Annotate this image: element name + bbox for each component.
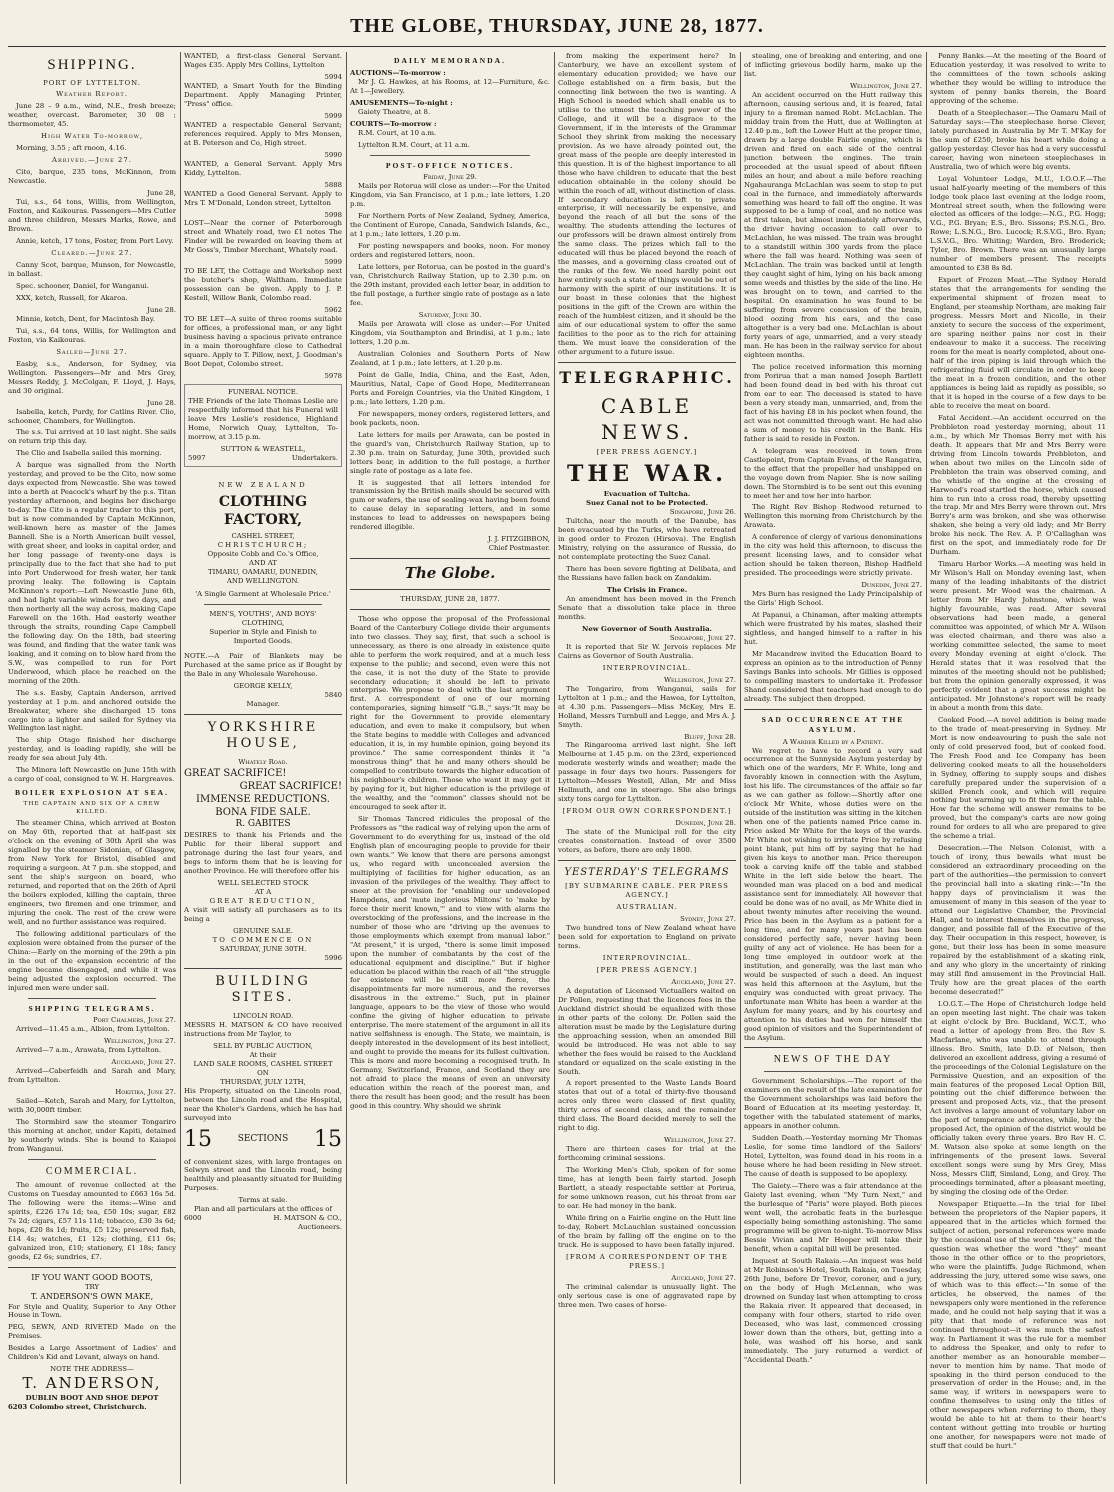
ad-number: 6203 xyxy=(8,1402,28,1411)
postmaster-name: J. J. FITZGIBBON, xyxy=(487,535,550,544)
post-text: Mails per Rotorua will close as under:—For the United Kingdom, via San Francisco, at 1 p.m.; late letters, 1.20 p.m. xyxy=(350,182,550,209)
ad-number: 5998 xyxy=(324,210,342,219)
column-divider xyxy=(554,52,555,1484)
date-line: Bluff, June 28. xyxy=(684,732,736,741)
asylum-text: We regret to have to record a very sad occurrence at the Sunnyside Asylum yesterday by which one of the warders, Mr F. White, long and favorably known in connection with the Asylum, lost his life. The circumstances of the affair so far as we can gather as follow:—Shortly after one o'clock Mr White, whose duties were on the outside of the institution was sitting in the kitchen when one of the patients named Price came in. Price asked Mr White for the keys of the wards. Mr White not wishing to irritate Price by refusing point blank, put him off by saying that he had given his keys to another man. Price thereupon took a carving knife off the table and stabbed White in the left side below the heart. The wounded man was placed on a bed and medical assistance sent for immediately. All however that could be done was of no avail, as Mr White died in about twenty minutes after receiving the wound. Price has been in the Asylum as a patient for a long time, and for many years past has been considered perfectly safe, never having been guilty of any act of violence. He has been for a long time employed in outdoor work at the institution, and generally, was the last man who would be suspected of such a deed. An inquest was held this afternoon at the Asylum, but the enquiry was conducted with great privacy. The unfortunate man White has been a warder at the Asylum for many years, and by his courtesy and attention to his duties had won for himself the good opinion of visitors and the Superintendent of the Asylum. xyxy=(744,746,922,1042)
kelly-name: GEORGE KELLY, xyxy=(233,681,293,690)
sacrifice-line: GREAT SACRIFICE! xyxy=(184,768,287,780)
accident-text: An accident occurred on the Hutt railway this afternoon, causing serious and, it is feared, fatal injury to a fireman named Robt. McLachlan. The midday train from the Hutt, due at Wellington at 12.40 p.m., left the Lower Hutt at the proper time, drawn by a large double Fairlie engine, which is driven and fired on each side of the central junction between the engines. The train proceeded at the usual speed of about fifteen miles an hour, and about a mile before reaching Ngahauranga McLachlan was seem to stop to put coal in the furnace, and immediately afterwards something was heard to fall off the engine. It was supposed to be a lump of coal, and no notice was at first taken, but almost immediately afterwards, the driver having occasion to call over to McLachlan, he was missed. The train was brought to a standstill within 300 yards from the place where the fall was heard. Nothing was seen of McLachlan. The train was backed until at length they caught sight of him, lying on his back among some weeds and thistles by the side of the line. He was brought on to town, and carried to the hospital. On examination he was found to be suffering from severe concussion of the brain, blood oozing from his ears, and the case altogether is a very bad one. McLachlan is about forty years of age, unmarried, and a very steady man. He has been in the railway service for about eighteen months. xyxy=(744,90,922,359)
divider xyxy=(350,589,550,590)
war-subheading: Evacuation of Tultcha. xyxy=(603,490,691,499)
news-item: The Gaiety.—There was a fair attendance at the Gaiety last evening, when "My Turn Next," and the burlesque of "Paris" were played. Both pieces went well, the acrobatic feats in the burlesque especially being something astonishing. The same programme will be given to-night. To-morrow Miss Bessie Vivian and Mr Hooper will take their benefit, when a capital bill will be presented. xyxy=(744,1182,922,1253)
telegram-item: Arrived—7 a.m., Arawata, from Lyttelton. xyxy=(16,1046,162,1055)
column-news xyxy=(744,52,922,1484)
interprovincial-text: There are thirteen cases for trial at the forthcoming criminal sessions. xyxy=(558,1145,736,1163)
auctioneers-line: Auctioneers. xyxy=(297,1223,342,1232)
dunedin-text: Mr Macandrew invited the Education Board to express an opinion as to the introduction of Penny Savings Banks into schools. Mr Gillies is opposed to compelling masters to undertake it. Professor Shand considered that teachers had enough to do already. The subject then dropped. xyxy=(744,650,922,703)
continued-text: stealing, one of breaking and entering, and one of inflicting grievous bodily harm, make up the list. xyxy=(744,52,922,78)
telegram-item: Sailed—Ketch, Sarah and Mary, for Lyttelton, with 30,000ft timber. xyxy=(8,1097,176,1115)
conference-text: A conference of clergy of various denominations in the city was held this afternoon, to discuss the present licensing laws, and to consider what action should be taken thereon, Bishop Hadfield presided. The proceedings were strictly private. xyxy=(744,533,922,578)
divider xyxy=(558,362,736,363)
interprovincial-heading: INTERPROVINCIAL. xyxy=(602,953,692,962)
masthead: THE GLOBE, THURSDAY, JUNE 28, 1877. xyxy=(350,15,764,37)
sacrifice-line: GREAT SACRIFICE! xyxy=(239,781,342,793)
redwood-text: The Right Rev Bishop Redwood returned to Wellington this morning from Christchurch by the Arawata. xyxy=(744,503,922,530)
governor-heading: New Governor of South Australia. xyxy=(582,624,712,633)
asylum-subheading: A Warder Killed by a Patient. xyxy=(782,737,884,746)
matson-name: H. MATSON & CO., xyxy=(273,1214,342,1223)
divider xyxy=(764,1071,902,1072)
boots-text: For Style and Quality, Superior to Any Other House in Town. xyxy=(8,1302,176,1320)
telegram-item: The Stormbird saw the steamer Tongariro this morning at anchor, under Kapiti, detained by southerly winds. She is bound to Kaiapoi from Wanganui. xyxy=(8,1118,176,1154)
undertaker-role: Undertakers. xyxy=(291,453,338,462)
news-heading: NEWS OF THE DAY xyxy=(773,1054,893,1066)
sailed-heading: Sailed—June 27. xyxy=(56,347,128,356)
cleared-item: Tui, s.s., 64 tons, Willis, for Wellington and Foxton, via Kaikouras. xyxy=(8,326,176,344)
shipping-heading: SHIPPING. xyxy=(47,57,137,73)
depot-address-line xyxy=(8,1403,176,1412)
ad-number: 5999 xyxy=(324,111,342,120)
reduction-line: GREAT REDUCTION, xyxy=(209,896,317,905)
post-text: For Northern Ports of New Zealand, Sydney, America, the Continent of Europe, Canada, Sandwich Islands, &c., at 1 p.m.; late letters, 1.20 p.m. xyxy=(350,212,550,239)
news-item: Desecration.—The Nelson Colonist, with a touch of irony, thus bewails what must be considered an extraordinary proceeding on the part of the authorities—the permission to convert the provincial hall into a skating rink:—"In the happy days of provincialism it was the amusement of many in this season of the year to attend our Legislative Chamber, the Provincial Hall, and to interest themselves in the progress, danger, and possible fall of the Executive of the day. Their occupation in this respect, however, is gone, but their loss has been in some measure repaired by the establishment of a skating rink, and any who glory in the uncertainty of rinking may still find amusement in the Provincial Hall. Truly how are the great places of the earth become desecrated!" xyxy=(930,844,1106,996)
genuine-line: GENUINE SALE. xyxy=(233,926,293,935)
clothing-opposite: Opposite Cobb and Co.'s Office, xyxy=(207,549,319,558)
news-item: Penny Banks.—At the meeting of the Board of Education yesterday, it was resolved to write to the committees of the town schools asking whether they would be willing to introduce the system of penny banks therein, the Board approving of the scheme. xyxy=(930,52,1106,105)
date-line: June 28. xyxy=(147,305,176,314)
classified-ad: TO BE LET, the Cottage and Workshop next the butcher's shop, Waltham. Immediate possession can be given. Apply to J. P. Kestell, Willow Bank, Colombo road. xyxy=(184,267,342,303)
date-line: Auckland, June 27. xyxy=(671,977,736,986)
post-text: For posting newspapers and books, noon. For money orders and registered letters, noon. xyxy=(350,242,550,260)
divider xyxy=(28,998,156,999)
matson-sign-line xyxy=(184,1214,342,1223)
superior-line: Superior in Style and Finish to xyxy=(209,627,317,636)
shipping-note: The s.s. Easby, Captain Anderson, arrived yesterday at 1 p.m. and anchored outside the Breakwater, where she discharged 15 tons cargo into a lighter and sailed for Sydney via Wellington last night. xyxy=(8,688,176,733)
news-item: Inquest at South Rakaia.—An inquest was held at Mr Robinson's Hotel, South Rakaia, on Tuesday, 26th June, before Dr Trevor, coroner, and a jury, on the body of Hugh McLennan, who was drowned on Sunday last when attempting to cross the Rakaia river. It appeared that deceased, in company with four others, started to ride over. Deceased, who was last, commenced crossing lower down than the others, but, getting into a hole, was washed off his horse, and sank immediately. The jury returned a verdict of "Accidental Death." xyxy=(744,1256,922,1364)
gabites-text: DESIRES to thank his Friends and the Public for their liberal support and patronage during the last four years, and begs to inform them that he is leaving for another Province. He will therefore offer his xyxy=(184,830,342,875)
interprovincial-text: A report presented to the Waste Lands Board states that out of a total of thirty-five thousand acres only three were classed of first quality, thirty acres of second class, and the remainder third class. The Board decided merely to sell the right to dig. xyxy=(558,1079,736,1133)
date-line: Port Chalmers, June 27. xyxy=(93,1016,176,1025)
classified-ad: WANTED a Good General Servant. Apply to Mrs T. M'Donald, London street, Lyttelton xyxy=(184,189,342,207)
nz-heading: NEW ZEALAND xyxy=(218,480,308,489)
column-telegraphic xyxy=(558,52,736,1484)
anderson-name: T. ANDERSON, xyxy=(22,1374,162,1393)
divider xyxy=(350,558,550,559)
stock-line: WELL SELECTED STOCK xyxy=(217,878,309,887)
post-date: Saturday, June 30. xyxy=(418,311,482,320)
clothing-factory-heading: CLOTHING FACTORY, xyxy=(218,493,308,528)
divider xyxy=(558,860,736,861)
saturday-line: SATURDAY, JUNE 30TH. xyxy=(219,944,307,953)
date-line: Wellington, June 27. xyxy=(663,1136,736,1145)
column-divider xyxy=(740,52,741,1484)
column-divider xyxy=(180,52,181,1484)
commercial-heading: COMMERCIAL. xyxy=(45,1166,139,1178)
war-text: There has been severe fighting at Delibata, and the Russians have fallen back on Zandakim. xyxy=(558,565,736,583)
arrived-item: Cito, barque, 235 tons, McKinnon, from Newcastle. xyxy=(8,168,176,186)
sections-text: of convenient sizes, with large frontages on Selwyn street and the Lincoln road, being healthily and pleasantly situated for Building Purposes. xyxy=(184,1157,342,1193)
cable-news-heading: CABLE NEWS. xyxy=(600,393,694,444)
undertaker-line xyxy=(188,454,338,463)
terms-line: Terms at sale. xyxy=(238,1196,288,1205)
australian-heading: AUSTRALIAN. xyxy=(616,903,678,912)
crisis-heading: The Crisis in France. xyxy=(606,585,688,594)
ad-number: 5990 xyxy=(324,150,342,159)
high-water-heading: High Water To-morrow, xyxy=(40,132,144,141)
gabites-name: R. GABITES xyxy=(235,819,291,830)
post-text: Point de Galle, India, China, and the East, Aden, Mauritius, Natal, Cape of Good Hope, Mediterranean Ports and Foreign Countries, via the United Kingdom, 1 p.m.; late letters, 1.20 p.m. xyxy=(350,370,550,406)
land-sale-line: LAND SALE ROOMS, CASHEL STREET xyxy=(193,1060,333,1069)
boiler-text: The steamer China, which arrived at Boston on May 6th, reported that at half-past six o'clock on the evening of 30th April she was signalled by the steamer Sidonian, of Glasgow, from New York for Bristol, disabled and requiring a surgeon. At 7 p.m. she stopped, and sent the ship's surgeon on board, who returned, and reported that on the 26th of April the boilers exploded, killing the captain, three engineers, two firemen and one trimmer, and injuring the cook. The rest of the crew were well, and no further assistance was required. xyxy=(8,819,176,926)
boots-heading: IF YOU WANT GOOD BOOTS, xyxy=(31,1272,153,1282)
cleared-item: Canny Scot, barque, Munson, for Newcastle, in ballast. xyxy=(8,260,176,278)
auctions-text: Mr J. G. Hawkes, at his Rooms, at 12—Furniture, &c. At 1—Jewellery. xyxy=(350,77,550,95)
ad-number: 5997 xyxy=(188,453,206,462)
column-shipping xyxy=(8,52,176,1484)
arrived-heading: Arrived.—June 27. xyxy=(52,156,132,165)
asylum-heading: SAD OCCURRENCE AT THE ASYLUM. xyxy=(761,714,905,734)
classified-ad: LOST—Near the corner of Peterborough street and Whately road, two £1 notes The Finder will be rewarded on leaving them at Mr Goss's, Timber Merchant, Whately road. xyxy=(184,219,342,255)
correspondent-line: [FROM OUR OWN CORRESPONDENT.] xyxy=(562,807,732,816)
clothing-towns: TIMARU, OAMARU, DUNEDIN, xyxy=(208,567,318,576)
interprovincial-heading: INTERPROVINCIAL. xyxy=(602,663,692,672)
boots-text: PEG, SEWN, AND RIVETED Made on the Premises. xyxy=(8,1323,176,1341)
sailed-item: Isabella, ketch, Purdy, for Catlins River. Clio, schooner, Chambers, for Wellington. xyxy=(8,407,176,425)
boots-text: Besides a Large Assortment of Ladies' and Children's Kid and Levant, always on hand. xyxy=(8,1344,176,1362)
yorkshire-road: Whately Road. xyxy=(238,758,288,767)
masthead-rule xyxy=(8,46,1106,47)
news-item: Cooked Food.—A novel addition is being made to the trade of meat-preserving in Sydney. Mr Mort is now endeavouring to push the sale not only of cold preserved food, but of cooked food. The Fresh Food and Ice Company has been delivering cooked meats to all the householders in Sydney, offering to supply soups and dishes carefully prepared under the supervision of a skilled French cook, and which will require nothing but warming up to fit them for the table. How far the scheme will answer remains to be proved, but the company's carts are now going round for orders to all who are prepared to give the scheme a trial. xyxy=(930,715,1106,841)
agency-line: [PER PRESS AGENCY.] xyxy=(596,447,698,456)
editorial-dateline: THURSDAY, JUNE 28, 1877. xyxy=(400,594,500,603)
news-item: Export of Frozen Meat.—The Sydney Herald states that the arrangements for sending the experimental shipment of frozen meat to England, per steamship Northam, are making fair progress. Messrs Mort and Nicolle, in their anxiety to secure the success of the experiment, are sparing neither pains nor cost in their endeavour to make it a success. The receiving room for the meat is nearly completed, about one-half of the iron piping is laid through which the refrigerating fluid will circulate in order to keep the meat in a frozen condition, and the other appliances is being laid as rapidly as possible, so that it is hoped in the course of a few days to be able to receive the meat on board. xyxy=(930,276,1106,410)
post-text: For newspapers, money orders, registered letters, and book packets, noon. xyxy=(350,409,550,427)
dunedin-text: At Papanui, a Chinaman, after making attempts which were frustrated by his mates, slashed their sightless, and hanged himself to a rafter in his hut. xyxy=(744,611,922,647)
news-item: Loyal Volunteer Lodge, M.U., I.O.O.F.—The usual half-yearly meeting of the members of this lodge took place last evening at the lodge room, Montreal street south, when the following were elected as officers of the lodge:—N.G., P.G. Hogg; V.G., P.G. Bryan; E.S., Bro. Sissons; P.S.N.G., Bro. Rowe; L.S.N.G., Bro. Lucock; R.S.V.G., Bro. Ryan; L.S.V.G., Bro. Whiting; Warden, Bro. Broderick; Tyler, Bro. Brown. There was an unusually large number of members present. The receipts amounted to £38 8s 8d. xyxy=(930,174,1106,273)
column-memoranda xyxy=(350,52,550,1484)
cleared-item: Minnie, ketch, Dent, for Macintosh Bay. xyxy=(16,314,155,323)
column-advertisements xyxy=(184,52,342,1484)
interprovincial-text: The Working Men's Club, spoken of for some time, has at length been fairly started. Joseph Bartlett, a steady respectable settler at Porirua, for some unknown reason, cut his throat from ear to ear. He had money in the bank. xyxy=(558,1166,736,1211)
date-line: Sydney, June 27. xyxy=(680,915,736,924)
high-water-text: Morning, 3.55 ; aft rnoon, 4.16. xyxy=(16,144,127,153)
lincoln-heading: LINCOLN ROAD. xyxy=(232,1012,294,1021)
single-garment: 'A Single Garment at Wholesale Price.' xyxy=(195,589,331,598)
police-text: The police received information this morning from Porirua that a man named Joseph Bartlett had been found dead in bed with his throat cut from ear to ear. The deceased is stated to have been a very steady man, unmarried, and, from the fact of his having £8 in his pocket when found, the act was not committed through want. He had also a sum of money to his credit in the Bank. His father is said to reside in Foxton. xyxy=(744,362,922,443)
boots-try: TRY xyxy=(84,1283,100,1292)
postmaster-role: Chief Postmaster. xyxy=(488,544,550,553)
amusements-text: Gaiety Theatre, at 8. xyxy=(358,107,431,116)
divider xyxy=(370,155,530,156)
reductions-line: IMMENSE REDUCTIONS. xyxy=(196,794,330,806)
date-line: Singapore, June 27. xyxy=(669,633,736,642)
news-item: I.O.G.T.—The Hope of Christchurch lodge held an open meeting last night. The chair was taken at eight o'clock by Bro. Buckland, W.C.T., who read a letter of apology from Bro. the Rev S. Macfarlane, who was unable to attend through illness. Bro. Smith, late D.D. of Nelson, then delivered an excellent address, giving a resumé of the proceedings of the Colonial Legislature on the Permissive Question, and an exposition of the main features of the proposed Local Option Bill, pointing out the chief difference between the present and proposed Acts, viz., that the present Act involves a large amount of voluntary labor on the part of temperance advocates, while, by the proposed Act, the opinion of the district would be officially taken every three years. Bro Rev H. C. M. Watson also spoke at some length on the infringements of the present laws. Several excellent songs were sung by Mrs Grey, Miss Noss, Messrs Cliff, Simland, Long, and Grey. The proceedings terminated, after a pleasant meeting, by singing the closing ode of the Order. xyxy=(930,999,1106,1197)
post-text: Mails per Arawata will close as under:—For United Kingdom, via Southampton and Brindisi, at 1 p.m.; late letters, 1.20 p.m. xyxy=(350,320,550,346)
on-line: ON xyxy=(257,1069,269,1078)
visit-line: A visit will satisfy all purchasers as to its being a xyxy=(184,905,342,923)
telegram-text: A telegram was received in town from Castlepoint, from Captain Evans, of the Rangatira, to the effect that the propeller had unshipped on the voyage down from Napier. She is now sailing down. The Stormbird is to be sent out this evening to meet her and tow her into harbor. xyxy=(744,446,922,500)
australian-text: Two hundred tons of New Zealand wheat have been sold for exportation to England on private terms. xyxy=(558,923,736,950)
at-a-line: AT A xyxy=(254,887,272,896)
news-item: Timaru Harbor Works.—A meeting was held in Mr Wilson's Hall on Monday evening last, when many of the leading inhabitants of the district were present. Mr Wood was the chairman. A letter from Mr Hardy Johnstone, which was highly favourable, was read. After several observations had been made, a general committee was appointed, of which Mr A. Wilson was elected chairman, and there was also a working committee selected, the same to meet every Monday evening at eight o'clock. The Herald states that it was resolved that the minutes of the meeting should not be published; but from the opinion generally expressed, it was perfectly evident that a great success might be anticipated. Mr Johnstone's report will be ready in about a month from this date. xyxy=(930,560,1106,712)
courts-text: R.M. Court, at 10 a.m. xyxy=(358,128,437,137)
interprovincial-text: The state of the Municipal roll for the city creates consternation. Instead of over 3500 voters, as before, there are only 1800. xyxy=(558,828,736,855)
ad-number: 5994 xyxy=(324,72,342,81)
bona-fide-line: BONA FIDE SALE. xyxy=(215,807,311,819)
sections-line xyxy=(184,1126,342,1155)
ad-number: 5978 xyxy=(324,371,342,380)
matson-text: MESSRS H. MATSON & CO have received instructions from Mr Taylor, to xyxy=(184,1021,342,1039)
correspondent-line: [FROM A CORRESPONDENT OF THE PRESS.] xyxy=(566,1252,728,1270)
news-item: Newspaper Etiquette.—In the trial for libel between the proprietors of the Napier papers, it appeared that in the articles which formed the subject of action, personal references were made by the occasional use of the word "they," and the question was whether the word "they" meant those in the other office or to the proprietors, who were the plaintiffs. Judge Richmond, when addressing the jury, uttered some wise saws, one of which was to this effect:—"In some of the articles, he observed, the names of the newspapers only were mentioned in the reference made, and he could not help saying that it was a pity that that mode of reference was not continued throughout—it was much the safest way. In Parliament it was the rule for a member to address the Speaker, and only to refer to another member as an honourable member—never to mention him by name. That mode of speaking in the third person conduced to the preservation of order in the House; and, in the same way, if writers in newspapers were to confine themselves to using only the titles of other newspapers when referring to them, they would be able to hit at them to their heart's content without getting into trouble or hurting one another, for newspapers were not made of stuff that could be hurt." xyxy=(930,1200,1106,1451)
sections-count: 15 xyxy=(313,1126,342,1152)
cleared-item: Spec. schooner, Daniel, for Wanganui. xyxy=(16,281,149,290)
post-text: It is suggested that all letters intended for transmission by the British mails should be secured with gum or wafers, the use of sealing-wax having been found to cause delay in separating letters, and in some instances to lead to addresses on newspapers being rendered illegible. xyxy=(350,478,550,532)
governor-text: It is reported that Sir W. Jervois replaces Mr Cairns as Governor of South Australia. xyxy=(558,642,736,660)
post-text: Australian Colonies and Southern Ports of New Zealand, at 1 p.m.; late letters, at 1.20 p.m. xyxy=(350,349,550,367)
auctions-heading: AUCTIONS—To-morrow : xyxy=(350,68,446,77)
blankets-note: NOTE.—A Pair of Blankets may be Purchased at the same price as if Bought by the Bale in any Wholesale Warehouse. xyxy=(184,651,342,678)
funeral-heading: FUNERAL NOTICE. xyxy=(227,387,299,396)
clothing-city: CHRISTCHURCH; xyxy=(217,541,309,549)
interprovincial-text: The Tongariro, from Wanganui, sails for Lyttelton at 1 p.m.; and the Hawea, for Lyttelton, at 4.30 p.m. Passengers—Miss McKey, Mrs E. Holland, Messrs Turnbull and Legge, and Mrs A. J. Smyth. xyxy=(558,684,736,729)
amusements-heading: AMUSEMENTS—To-night : xyxy=(350,98,453,107)
classified-ad: TO BE LET—A suite of three rooms suitable for offices, a professional man, or any light business having a spacious private entrance in a main thoroughfare close to Cathedral square. Apply to T. Pillow, next, J. Goodman's Boot Depot, Colombo street. xyxy=(184,315,342,368)
yorkshire-heading: YORKSHIRE HOUSE, xyxy=(207,719,319,752)
column-news-continued xyxy=(930,52,1106,1484)
date-line: Auckland, June 27. xyxy=(111,1058,176,1067)
date-line: Dunedin, June 28. xyxy=(675,819,736,828)
column-divider xyxy=(346,52,347,1484)
telegram-item: Arrived—11.45 a.m., Albion, from Lyttelton. xyxy=(16,1025,170,1034)
date-line: Hokitika, June 27. xyxy=(115,1088,176,1097)
interprovincial-text: The Ringarooma arrived last night. She left Melbourne at 1.45 p.m. on the 23rd, experienced moderate westerly winds and weather; made the passage in four days two hours. Passengers for Lyttelton—Messrs Westell, Allan, Mr and Miss Hellmuth, and one in steerage. She also brings sixty tons cargo for Lyttelton. xyxy=(558,741,736,804)
building-heading: BUILDING SITES. xyxy=(215,973,311,1006)
divider xyxy=(204,604,322,605)
post-text: Late letters, per Rotorua, can be posted in the guard's van, Christchurch Railway Station, up to 2.30 p.m. on the 29th instant, provided each letter bear, in addition to the full postage, a further single rate of postage as a late fee. xyxy=(350,263,550,308)
telegram-item: Arrived—Caberfeidh and Sarah and Mary, from Lyttelton. xyxy=(8,1067,176,1085)
interprovincial-text: A deputation of Licensed Victuallers waited on Dr Pollen, requesting that the licences fees in the Auckland district should be equalized with those in other parts of the colony. Dr. Pollen said the alteration must be made by the Legislature during the approaching session, when an amended Bill would be introduced. He was not able to say whether the fees would be raised to the Auckland standard or equalized on the scale existing in the South. xyxy=(558,986,736,1076)
ad-number: 5840 xyxy=(324,690,342,699)
at-their-line: At their xyxy=(249,1051,277,1060)
sections-label: SECTIONS xyxy=(237,1134,289,1145)
agency-line: [BY SUBMARINE CABLE. PER PRESS AGENCY.] xyxy=(565,882,729,900)
column-divider xyxy=(926,52,927,1484)
clothing-street: CASHEL STREET, xyxy=(231,532,295,541)
divider xyxy=(744,709,922,710)
classified-ad: WANTED, a first-class General Servant. Wages £35. Apply Mrs Collins, Lyttelton xyxy=(184,52,342,69)
sections-count: 15 xyxy=(184,1126,212,1152)
shipping-note: The Minora left Newcastle on June 15th with a cargo of coal, consigned to W. H. Hargreaves. xyxy=(8,766,176,784)
divider xyxy=(28,1159,156,1160)
telegraphic-heading: TELEGRAPHIC. xyxy=(559,367,735,387)
divider xyxy=(350,609,550,610)
divider xyxy=(8,1267,176,1268)
kelly-role: Manager. xyxy=(246,699,280,708)
sell-line: SELL BY PUBLIC AUCTION, xyxy=(213,1042,313,1051)
ad-number: 6000 xyxy=(184,1214,202,1223)
ad-number: 5999 xyxy=(324,258,342,267)
shipping-note: The s.s. Tui arrived at 10 last night. She sails on return trip this day. xyxy=(8,428,176,446)
war-heading: THE WAR. xyxy=(567,460,727,487)
boiler-text: The following additional particulars of the explosion were obtained from the purser of the China:—Early on the morning of the 29th a pin in the out of the expansion eccentric of the engine became disengaged, and while it was being adjusted the explosion occurred. The injured men were under sail. xyxy=(8,929,176,992)
note-address: NOTE THE ADDRESS— xyxy=(50,1365,134,1374)
cleared-item: XXX, ketch, Russell, for Akaroa. xyxy=(16,293,128,302)
divider xyxy=(744,1047,922,1048)
yesterday-heading: YESTERDAY'S TELEGRAMS xyxy=(564,867,730,879)
war-subheading: Suez Canal not to be Protected. xyxy=(585,499,709,508)
mens-line: MEN'S, YOUTHS', AND BOYS' xyxy=(209,609,317,618)
sailed-item: Easby, s.s., Anderson, for Sydney, via Wellington. Passengers—Mr and Mrs Grey, Messrs Reddy, J. McColgan, F. Lloyd, J. Hays, and 30 original. xyxy=(8,359,176,395)
interprovincial-text: While firing on a Fairlie engine on the Hutt line to-day, Robert McLauchlan sustained concussion of the brain by falling off the engine on to the truck. He is supposed to have been fatally injured. xyxy=(558,1214,736,1249)
dunedin-text: Mrs Burn has resigned the Lady Principalship of the Girls' High School. xyxy=(744,590,922,608)
editorial-text: Those who oppose the proposal of the Professional Board of the Canterbury College divide their arguments into two classes. They say, first, that such a school is unnecessary, as there is one already in existence quite able to perform the work required, and at a much less expense to the public; and second, even were this not the case, it is not the duty of the State to provide secondary education; it should be left to private enterprise. We propose to deal with the last argument first. A correspondent of one of our morning contemporaries, signing himself "G.B.," says:"It may be right for the Government to provide elementary education, and even to make it compulsory, but when the State begins to meddle with Colleges and advanced education, it is, in my humble opinion, going beyond its province." The same correspondent thinks it "a monstrous thing" that he and many others should be compelled to contribute towards the higher education of his neighbour's children. Those who want it may get it by paying for it, but higher education is the privilege of the wealthy, and the "common" classes should not be encouraged to seek after it. xyxy=(350,614,550,812)
weather-text: June 28 – 9 a.m., wind, N.E., fresh breeze; weather, overcast. Barometer, 30 08 ; thermometer, 45. xyxy=(8,102,176,129)
property-text: His Property, situated on the Lincoln road, between the Lincoln road and the Hospital, near the Kholer's Gardens, which he has had surveyed into xyxy=(184,1087,342,1122)
depot-address: Colombo street, Christchurch. xyxy=(29,1402,147,1411)
date-line: Auckland, June 27. xyxy=(671,1273,736,1282)
cleared-heading: Cleared.—June 27. xyxy=(51,249,133,257)
post-date: Friday, June 29. xyxy=(423,173,477,182)
news-item: Fatal Accident.—An accident occurred on the Prebbleton road yesterday morning, about 11 a.m., by which Mr Thomas Berry met with his death. It appears that Mr and Mrs Berry were driving from Lincoln towards Prebbleton, and when about two miles on the Lincoln side of Prebbleton the train was observed coming, and the whistle of the engine at the crossing of Harwood's road startled the horse, which caused him to run into a cross road, thereby upsetting the trap. Mr and Mrs Berry were thrown out. Mrs Berry's arm was broken, and she was otherwise shaken, she being a very old lady; and Mr Berry broke his neck. The Rev. A. P. O'Callaghan was first on the spot, and immediately rode for Dr Durham. xyxy=(930,413,1106,557)
commence-line: TO COMMENCE ON xyxy=(212,935,314,944)
boots-name: T. ANDERSON'S OWN MAKE, xyxy=(30,1292,154,1302)
date-line: Wellington, June 27. xyxy=(103,1037,176,1046)
classified-ad: WANTED a respectable General Servant; references required. Apply to Mrs Monsen, at B. Peterson and Co, High street. xyxy=(184,120,342,147)
courts-heading: COURTS—To-morrow : xyxy=(350,119,437,128)
editorial-text: Sir Thomas Tancred ridicules the proposal of the Professors as "the radical way of relying upon the arm of Government to do everything for us, instead of the old English plan of encouraging people to provide for their own wants." We know that there are persons amongst us, who regard with unconcealed aversion the multiplying of facilities for higher education, as an invasion of the privileges of the wealthy. They affect to sneer at the provision for "enabling our undeveloped Hampdens, and 'mute inglorious Miltons' to 'make by force their merit known,'" and to view with alarm the overstocking of the professions, and the increase in the number of those who are "driving up the avenues to those employments which exempt from manual labor." "At present," it is urged, "there is some limit imposed upon the number of combatants by the cost of the educational equipment and discipline." But if higher education be placed within the reach of all "the struggle for existence will be still more fierce, the disappointments far more numerous, and the reverses disastrous in the extreme." Such, put in plainer language, appears to be the view of those who would confine the giving of higher education to private enterprise. The mere statement of the argument in all its native selfishness is enough. The State, we maintain, is deeply interested in the development of its best intellect, and ought to provide the means for its fullest cultivation. This is more and more becoming a recognised truth. In Germany, Switzerland, France, and Scotland they are not afraid to place the means of even an university education within the reach of the poorest man, and there the result has been good; and the result has been good in this country. Why should we shrink xyxy=(350,815,550,1111)
arrived-item: Tui, s.s., 64 tons, Willis, from Wellington, Foxton, and Kaikouras. Passengers—Mrs Cutler and three children, Messrs Marks, Rowe, and Brown. xyxy=(8,198,176,234)
news-item: Sudden Death.—Yesterday morning Mr Thomas Leslie, for some time landlord of the Sailors' Hotel, Lyttelton, was found dead in his room in a house where he had been residing in New street. The cause of death is supposed to be apoplexy. xyxy=(744,1134,922,1179)
shipping-note: The ship Otago finished her discharge yesterday, and is loading rapidly, she will be ready for sea about July 4th. xyxy=(8,736,176,763)
port-heading: PORT OF LYTTELTON. xyxy=(43,78,141,87)
crisis-text: An amendment has been moved in the French Senate that a dissolution take place in three months. xyxy=(558,594,736,621)
news-item: Government Scholarships.—The report of the examiners on the result of the late examination for the Government scholarships was laid before the Board of Education at its meeting yesterday. It, together with the tabulated statement of marks, appears in another column. xyxy=(744,1077,922,1131)
telegrams-heading: SHIPPING TELEGRAMS. xyxy=(28,1003,156,1013)
post-text: Late letters for mails per Arawata, can be posted in the guard's van, Christchurch Railway Station, up to 2.30 p.m. train on Saturday, June 30th, provided such letters bear, in addition to the full postage, a further single rate of postage as a late fee. xyxy=(350,430,550,475)
boiler-subheading: THE CAPTAIN AND SIX OF A CREW KILLED. xyxy=(23,801,161,815)
interprovincial-text: The criminal calendar is unusually light. The only serious case is one of aggravated rape by three men. Two cases of horse- xyxy=(558,1282,736,1309)
divider xyxy=(184,968,342,969)
date-line: June 28. xyxy=(147,398,176,407)
shipping-note: A barque was signalled from the North yesterday, and proved to be the Cito, now some days expected from Newcastle. She was towed into a berth at Peacock's wharf by the p.s. Titan yesterday afternoon, and begins her discharge to-day. The Cito is a regular trader to this port, but is now commanded by Captain McKinnon, well-known here as master of the James Bannell. She is a North American built vessel, with great sheer, and looks in capital order, and her long passage of twenty-one days is principally due to the fact that she had to put into Port Underwood for fresh water, her tank proving leaky. The following is Captain McKinnon's report:—Left Newcastle June 6th, and had light variable winds for two days, and then northerly all the way across, making Cape Farewell on the 16th. Had easterly weather through the straits, rounding Cape Campbell the following day. On the 18th, bad steering was found, and finding that the water tank was leaking, and it coming on to blow hard from the S.W., was compelled to run for Port Underwood, which place he reached on the morning of the 20th. xyxy=(8,461,176,685)
ad-number: 5962 xyxy=(324,306,342,315)
globe-logo: The Globe. xyxy=(404,564,496,583)
date-line: Dunedin, June 27. xyxy=(861,581,922,590)
agency-line: [PER PRESS AGENCY.] xyxy=(596,965,698,974)
and-at: AND AT xyxy=(249,558,277,567)
courts-text: Lyttelton R.M. Court, at 11 a.m. xyxy=(358,140,470,149)
undertaker-name: SUTTON & WEASTELL, xyxy=(220,444,306,453)
plan-line: Plan and all particulars at the offices of xyxy=(194,1205,332,1214)
ad-number: 5996 xyxy=(324,953,342,962)
memoranda-heading: DAILY MEMORANDA. xyxy=(393,56,506,65)
imported-line: Imported Goods. xyxy=(233,636,293,645)
arrived-item: Annie, ketch, 17 tons, Foster, from Port Levy. xyxy=(16,237,174,246)
war-text: Tultcha, near the mouth of the Danube, has been evacuated by the Turks, who have retreated in good order to Frozen (Hirsova). The English Ministry, relying on the assurance of Russia, do not contemplate protecting the Suez Canal. xyxy=(558,517,736,562)
weather-heading: Weather Report. xyxy=(56,90,128,99)
date-line: June 28, xyxy=(147,189,176,198)
ad-number: 5888 xyxy=(324,180,342,189)
news-item: Death of a Steeplechaser.—The Oamaru Mail of Saturday says:—The steeplechase horse Clever, lately purchased in Australia by Mr T. M'Kay for the sum of £250, broke his heart while doing a gallop yesterday. Clever has had a very successful career, having won nineteen steeplechases in Australia, two of which were big events. xyxy=(930,108,1106,171)
date-line: Wellington, June 27. xyxy=(663,675,736,684)
classified-ad: WANTED, a Smart Youth for the Binding Department. Apply Managing Printer, "Press" office. xyxy=(184,81,342,108)
classified-ad: WANTED, a General Servant. Apply Mrs Kiddy, Lyttelton. xyxy=(184,159,342,177)
date-line: Wellington, June 27. xyxy=(849,81,922,90)
funeral-text: THE Friends of the late Thomas Leslie are respectfully informed that his Funeral will leave Mrs Leslie's residence, Highland Home, Norwich Quay, Lyttelton, To-morrow, at 3.15 p.m. xyxy=(188,396,338,441)
post-office-heading: POST-OFFICE NOTICES. xyxy=(385,160,515,170)
date-line: Singapore, June 26. xyxy=(669,508,736,517)
clothing-towns: AND WELLINGTON. xyxy=(226,576,300,585)
boiler-heading: BOILER EXPLOSION AT SEA. xyxy=(14,788,170,798)
thursday-line: THURSDAY, JULY 12TH, xyxy=(220,1078,306,1087)
clothing-line: CLOTHING, xyxy=(241,618,285,627)
commercial-text: The amount of revenue collected at the Customs on Tuesday amounted to £663 16s 5d. The following were the items:—Wine and spirits, £226 17s 1d; tea, £50 10s; sugar, £82 7s 2d; cigars, £57 11s 11d; tobacco, £30 3s 6d; hops, £20 8s 1d; fruits, £5 12s; preserved fish, £14 4s; watches, £1 12s; clothing, £11 6s; galvanized iron, £10; stationery, £1 18s; fancy goods, £2 6s; sundries, £7. xyxy=(8,1181,176,1261)
funeral-notice xyxy=(184,384,342,467)
editorial-continued: from making the experiment here? In Canterbury, we have an excellent system of elementary education provided; we have our College established on a firm basis, but the connecting link between the two is wanting. A High School is needed which shall enable us to utilise to the utmost the teaching power of the College, and it will be a disgrace to the Government, if in the interests of the Grammar School they shrink from making the necessary provision. As we have already pointed out, the great mass of the people are deeply interested in this question. It is of the highest importance to all those who have children to educate that the best education obtainable in the colony should be within the reach of all, without distinction of class. If secondary education is left to private enterprise, it will necessarily be expensive, and beyond the reach of all but the sons of the wealthy. The students attending the lectures of our professors will be drawn almost entirely from the same class. The prizes which fall to the educated will thus be placed beyond the reach of the masses, and a governing class created out of the ranks of the few. We need hardly point out how entirely such a state of things would be out of harmony with the spirit of our institutions. It is our boast in these colonies that the highest positions in the gift of the Crown are within the reach of the humblest citizen, and it should be the aim of our educational system to offer the same facilities to the poor as to the rich for attaining them. We must leave the consideration of the other argument to a future issue. xyxy=(558,52,736,356)
depot-name: DUBLIN BOOT AND SHOE DEPOT xyxy=(25,1393,159,1402)
divider xyxy=(184,714,342,715)
shipping-note: The Clio and Isabella sailed this morning. xyxy=(16,449,162,458)
